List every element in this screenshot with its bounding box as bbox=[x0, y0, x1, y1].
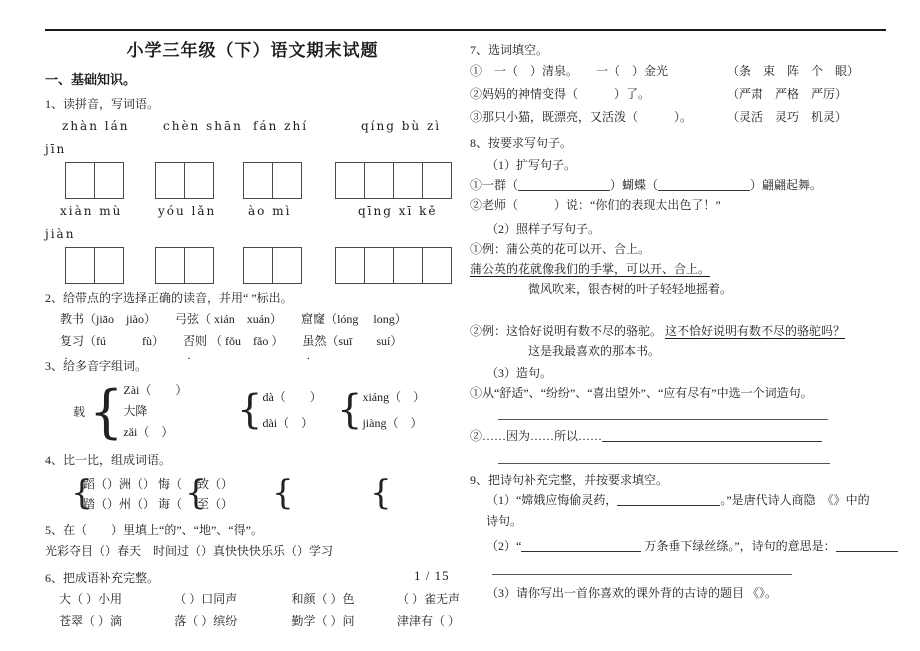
answer-rule[interactable] bbox=[492, 574, 792, 575]
polyphone-entry: jiàng（ ） bbox=[362, 416, 423, 430]
word-options: （条 束 阵 个 眼） bbox=[727, 64, 860, 78]
rewrite-stem-1: 微风吹来，银杏树的叶子轻轻地摇着。 bbox=[528, 282, 733, 296]
answer-blank[interactable] bbox=[617, 492, 720, 506]
compare-line: 致（） bbox=[197, 477, 234, 491]
hanzi-write-cell[interactable] bbox=[422, 162, 452, 199]
word-rest: 书（jiāo jiào） bbox=[72, 312, 157, 326]
answer-blank[interactable] bbox=[521, 538, 641, 552]
polyphone-group-da bbox=[237, 384, 322, 436]
example-answer-1: 蒲公英的花就像我们的手掌，可以开、合上。 bbox=[470, 262, 711, 276]
idiom-item: 大（ ）小用 bbox=[59, 592, 123, 606]
q2-label: 2、给带点的字选择正确的读音，并用“ ”标出。 bbox=[45, 291, 293, 305]
word-rest: 然（suī suí） bbox=[314, 334, 403, 348]
polyphone-entry: dà（ ） bbox=[262, 390, 322, 404]
sentence-part: 万条垂下绿丝绦。”，诗句的意思是： bbox=[641, 539, 836, 553]
left-column bbox=[45, 36, 460, 632]
idiom-item: 和颜（ ）色 bbox=[291, 592, 355, 606]
hanzi-write-cell[interactable] bbox=[335, 247, 365, 284]
pinyin-syllable: chèn shān bbox=[163, 119, 243, 133]
hanzi-write-box-group[interactable] bbox=[65, 162, 124, 199]
pinyin-syllable: ào mì bbox=[248, 204, 292, 218]
hanzi-write-cell[interactable] bbox=[393, 162, 423, 199]
word-rest: （ xián xuán） bbox=[199, 312, 283, 326]
fill-word-text: ③那只小猫，既漂亮，又活泼（ ）。 bbox=[470, 110, 693, 124]
dotted-word bbox=[301, 312, 407, 326]
hanzi-write-cell[interactable] bbox=[184, 247, 214, 284]
polyphone-entry: Zài（ ） bbox=[123, 383, 188, 397]
hanzi-write-box-group[interactable] bbox=[243, 162, 302, 199]
pinyin-syllable: xiàn mù bbox=[60, 204, 123, 218]
example-answer-2: 这不恰好说明有数不尽的骆驼吗？ bbox=[665, 324, 846, 338]
because-so-prompt bbox=[470, 426, 902, 446]
polyphone-groups bbox=[45, 377, 460, 446]
brace-icon: { bbox=[237, 387, 263, 433]
word-prefix: 窟 bbox=[301, 312, 314, 326]
hanzi-write-cell[interactable] bbox=[243, 162, 273, 199]
hanzi-write-cell[interactable] bbox=[364, 162, 394, 199]
fill-word-row bbox=[470, 106, 902, 129]
pinyin-syllable: zhàn lán bbox=[62, 119, 130, 133]
polyphone-lines bbox=[123, 380, 187, 443]
dotted-char: 复 bbox=[60, 334, 73, 348]
hanzi-write-box-group[interactable] bbox=[243, 247, 302, 284]
sentence-part: ）翩翩起舞。 bbox=[750, 178, 823, 192]
brace-icon: { bbox=[89, 377, 124, 445]
word-rest: 习（fú fù） bbox=[72, 334, 165, 348]
sentence-part: （2）“ bbox=[486, 539, 522, 553]
polyphone-char: 载 bbox=[73, 405, 86, 419]
hanzi-write-box-group[interactable] bbox=[155, 162, 214, 199]
pinyin-syllable: qíng bù zì bbox=[361, 119, 442, 133]
hanzi-write-box-group[interactable] bbox=[335, 162, 452, 199]
fill-word-row bbox=[470, 83, 902, 106]
dotted-char: 否 bbox=[183, 334, 196, 348]
word-options: （灵活 灵巧 机灵） bbox=[727, 110, 848, 124]
q2-line-2 bbox=[45, 330, 460, 352]
idiom-item: （ ）雀无声 bbox=[396, 592, 460, 606]
pinyin-row-2 bbox=[45, 204, 460, 224]
sentence-part: ①一群（ bbox=[470, 178, 519, 192]
word-rest: （lóng long） bbox=[325, 312, 407, 326]
sentence-part: ）蝴蝶（ bbox=[610, 178, 659, 192]
hanzi-write-cell[interactable] bbox=[272, 247, 302, 284]
compare-line: 蹈（）洲（） 悔（ bbox=[83, 477, 183, 491]
q4-label: 4、比一比，组成词语。 bbox=[45, 453, 172, 467]
idiom-item: 津津有（ ） bbox=[396, 614, 460, 628]
idiom-row bbox=[45, 588, 460, 610]
answer-blank[interactable] bbox=[518, 177, 610, 191]
compare-line: 踏（）州（） 诲（ bbox=[83, 497, 183, 511]
poem-line-1 bbox=[470, 490, 902, 511]
poem-line-3: （3）请你写出一首你喜欢的课外背的古诗的题目 《》。 bbox=[486, 586, 778, 600]
hanzi-write-cell[interactable] bbox=[184, 162, 214, 199]
brace-icon: { bbox=[370, 473, 392, 513]
hanzi-write-cell[interactable] bbox=[272, 162, 302, 199]
polyphone-group-jiang bbox=[337, 384, 425, 436]
pinyin-row-1 bbox=[45, 119, 460, 139]
hanzi-write-box-group[interactable] bbox=[65, 247, 124, 284]
sentence-part: ②例：这恰好说明有数不尽的骆驼。 bbox=[470, 324, 663, 338]
q8-label: 8、按要求写句子。 bbox=[470, 136, 573, 150]
pinyin-syllable: yóu lǎn bbox=[158, 204, 217, 218]
hanzi-write-cell[interactable] bbox=[65, 162, 95, 199]
compare-line: 至（） bbox=[197, 497, 234, 511]
dotted-word bbox=[60, 334, 164, 348]
sentence-part: （1）“嫦娥应悔偷灵药， bbox=[486, 493, 618, 507]
compare-pair-block bbox=[197, 474, 233, 514]
answer-blank[interactable] bbox=[836, 538, 898, 552]
q7-label: 7、选词填空。 bbox=[470, 43, 549, 57]
dotted-char: 虽 bbox=[302, 334, 315, 348]
hanzi-write-cell[interactable] bbox=[364, 247, 394, 284]
q8-sub-1: （1）扩写句子。 bbox=[486, 158, 577, 172]
word-prefix: 弓 bbox=[175, 312, 188, 326]
header-rule bbox=[45, 29, 886, 31]
hanzi-write-box-group[interactable] bbox=[335, 247, 452, 284]
dotted-word bbox=[183, 334, 283, 348]
idiom-row bbox=[45, 610, 460, 632]
page-number: 1 / 15 bbox=[414, 568, 450, 583]
word-rest: 则 （ fǒu fǎo ） bbox=[195, 334, 284, 348]
hanzi-write-box-group[interactable] bbox=[155, 247, 214, 284]
expand-sentence-2: ②老师（ ）说：“你们的表现太出色了！” bbox=[470, 198, 721, 212]
rewrite-stem-2: 这是我最喜欢的那本书。 bbox=[528, 344, 661, 358]
sentence-part: ②……因为……所以…… bbox=[470, 429, 603, 443]
brace-icon: { bbox=[337, 387, 363, 433]
q9-label: 9、把诗句补充完整，并按要求填空。 bbox=[470, 473, 669, 487]
polyphone-group-zai bbox=[73, 377, 188, 445]
compare-pair-block bbox=[83, 474, 182, 514]
fill-word-text: ① 一（ ）清泉。 一（ ）金光 bbox=[470, 64, 669, 78]
polyphone-lines bbox=[262, 384, 321, 436]
q1-label: 1、读拼音，写词语。 bbox=[45, 97, 160, 111]
q8-sub-2: （2）照样子写句子。 bbox=[486, 222, 601, 236]
polyphone-entry: 大降 bbox=[123, 404, 148, 418]
section-1-heading: 一、基础知识。 bbox=[45, 72, 137, 87]
poem-line-1-wrap: 诗句。 bbox=[486, 514, 523, 528]
answer-rule[interactable] bbox=[498, 463, 830, 464]
brace-icon: { bbox=[71, 473, 93, 513]
q5-line: 光彩夺目（）春天 时间过（）真快快快乐乐（）学习 bbox=[45, 544, 334, 558]
fill-word-text: ②妈妈的神情变得（ ）了。 bbox=[470, 87, 651, 101]
hanzi-write-cell[interactable] bbox=[94, 247, 124, 284]
polyphone-lines bbox=[362, 384, 425, 436]
make-sentence-prompt: ①从“舒适”、“纷纷”、“喜出望外”、“应有尽有”中选一个词造句。 bbox=[470, 386, 813, 400]
hanzi-write-cell[interactable] bbox=[94, 162, 124, 199]
right-column bbox=[470, 36, 902, 603]
hanzi-write-cell[interactable] bbox=[155, 247, 185, 284]
sentence-part: 。”是唐代诗人商隐 《》中的 bbox=[720, 493, 870, 507]
q5-label: 5、在（ ）里填上“的”、“地”、“得”。 bbox=[45, 523, 263, 537]
hanzi-write-cell[interactable] bbox=[155, 162, 185, 199]
hanzi-box-row-2 bbox=[45, 247, 460, 284]
idiom-item: 苍翠（ ）滴 bbox=[59, 614, 123, 628]
hanzi-write-cell[interactable] bbox=[393, 247, 423, 284]
idiom-item: 落（ ）缤纷 bbox=[174, 614, 238, 628]
dotted-char: 教 bbox=[60, 312, 73, 326]
brace-icon: { bbox=[272, 473, 294, 513]
dotted-word bbox=[175, 312, 282, 326]
dotted-char: 窿 bbox=[313, 312, 326, 326]
polyphone-entry: zǎi（ ） bbox=[123, 425, 174, 439]
dotted-char: 弦 bbox=[187, 312, 200, 326]
hanzi-write-cell[interactable] bbox=[335, 162, 365, 199]
example-sentence-2 bbox=[470, 321, 902, 341]
idiom-item: （ ）口同声 bbox=[174, 592, 238, 606]
brace-icon: { bbox=[185, 473, 207, 513]
hanzi-write-cell[interactable] bbox=[65, 247, 95, 284]
word-options: （严肃 严格 严厉） bbox=[727, 87, 848, 101]
dotted-word bbox=[60, 312, 156, 326]
expand-sentence-1 bbox=[470, 175, 902, 195]
q3-label: 3、给多音字组词。 bbox=[45, 359, 148, 373]
hanzi-write-cell[interactable] bbox=[422, 247, 452, 284]
polyphone-entry: dài（ ） bbox=[262, 416, 314, 430]
polyphone-entry: xiáng（ ） bbox=[362, 390, 426, 404]
q2-line-1 bbox=[45, 308, 460, 330]
page-title: 小学三年级（下）语文期末试题 bbox=[126, 41, 379, 60]
q6-label: 6、把成语补充完整。 bbox=[45, 571, 160, 585]
fill-word-row bbox=[470, 60, 902, 83]
pinyin-syllable: fán zhí bbox=[253, 119, 309, 133]
poem-line-2 bbox=[470, 536, 902, 557]
answer-blank[interactable] bbox=[602, 428, 822, 442]
pinyin-syllable: qīng xī kě bbox=[358, 204, 438, 218]
pinyin-wrap-2: jiàn bbox=[45, 227, 76, 241]
q8-sub-3: （3）造句。 bbox=[486, 366, 553, 380]
answer-rule[interactable] bbox=[498, 419, 828, 420]
compare-compose-zone bbox=[45, 472, 460, 516]
pinyin-wrap-1: jīn bbox=[45, 142, 67, 156]
example-sentence-1: ①例：蒲公英的花可以开、合上。 bbox=[470, 242, 651, 256]
idiom-item: 勤学（ ）问 bbox=[291, 614, 355, 628]
answer-blank[interactable] bbox=[658, 177, 750, 191]
hanzi-box-row-1 bbox=[45, 162, 460, 199]
hanzi-write-cell[interactable] bbox=[243, 247, 273, 284]
